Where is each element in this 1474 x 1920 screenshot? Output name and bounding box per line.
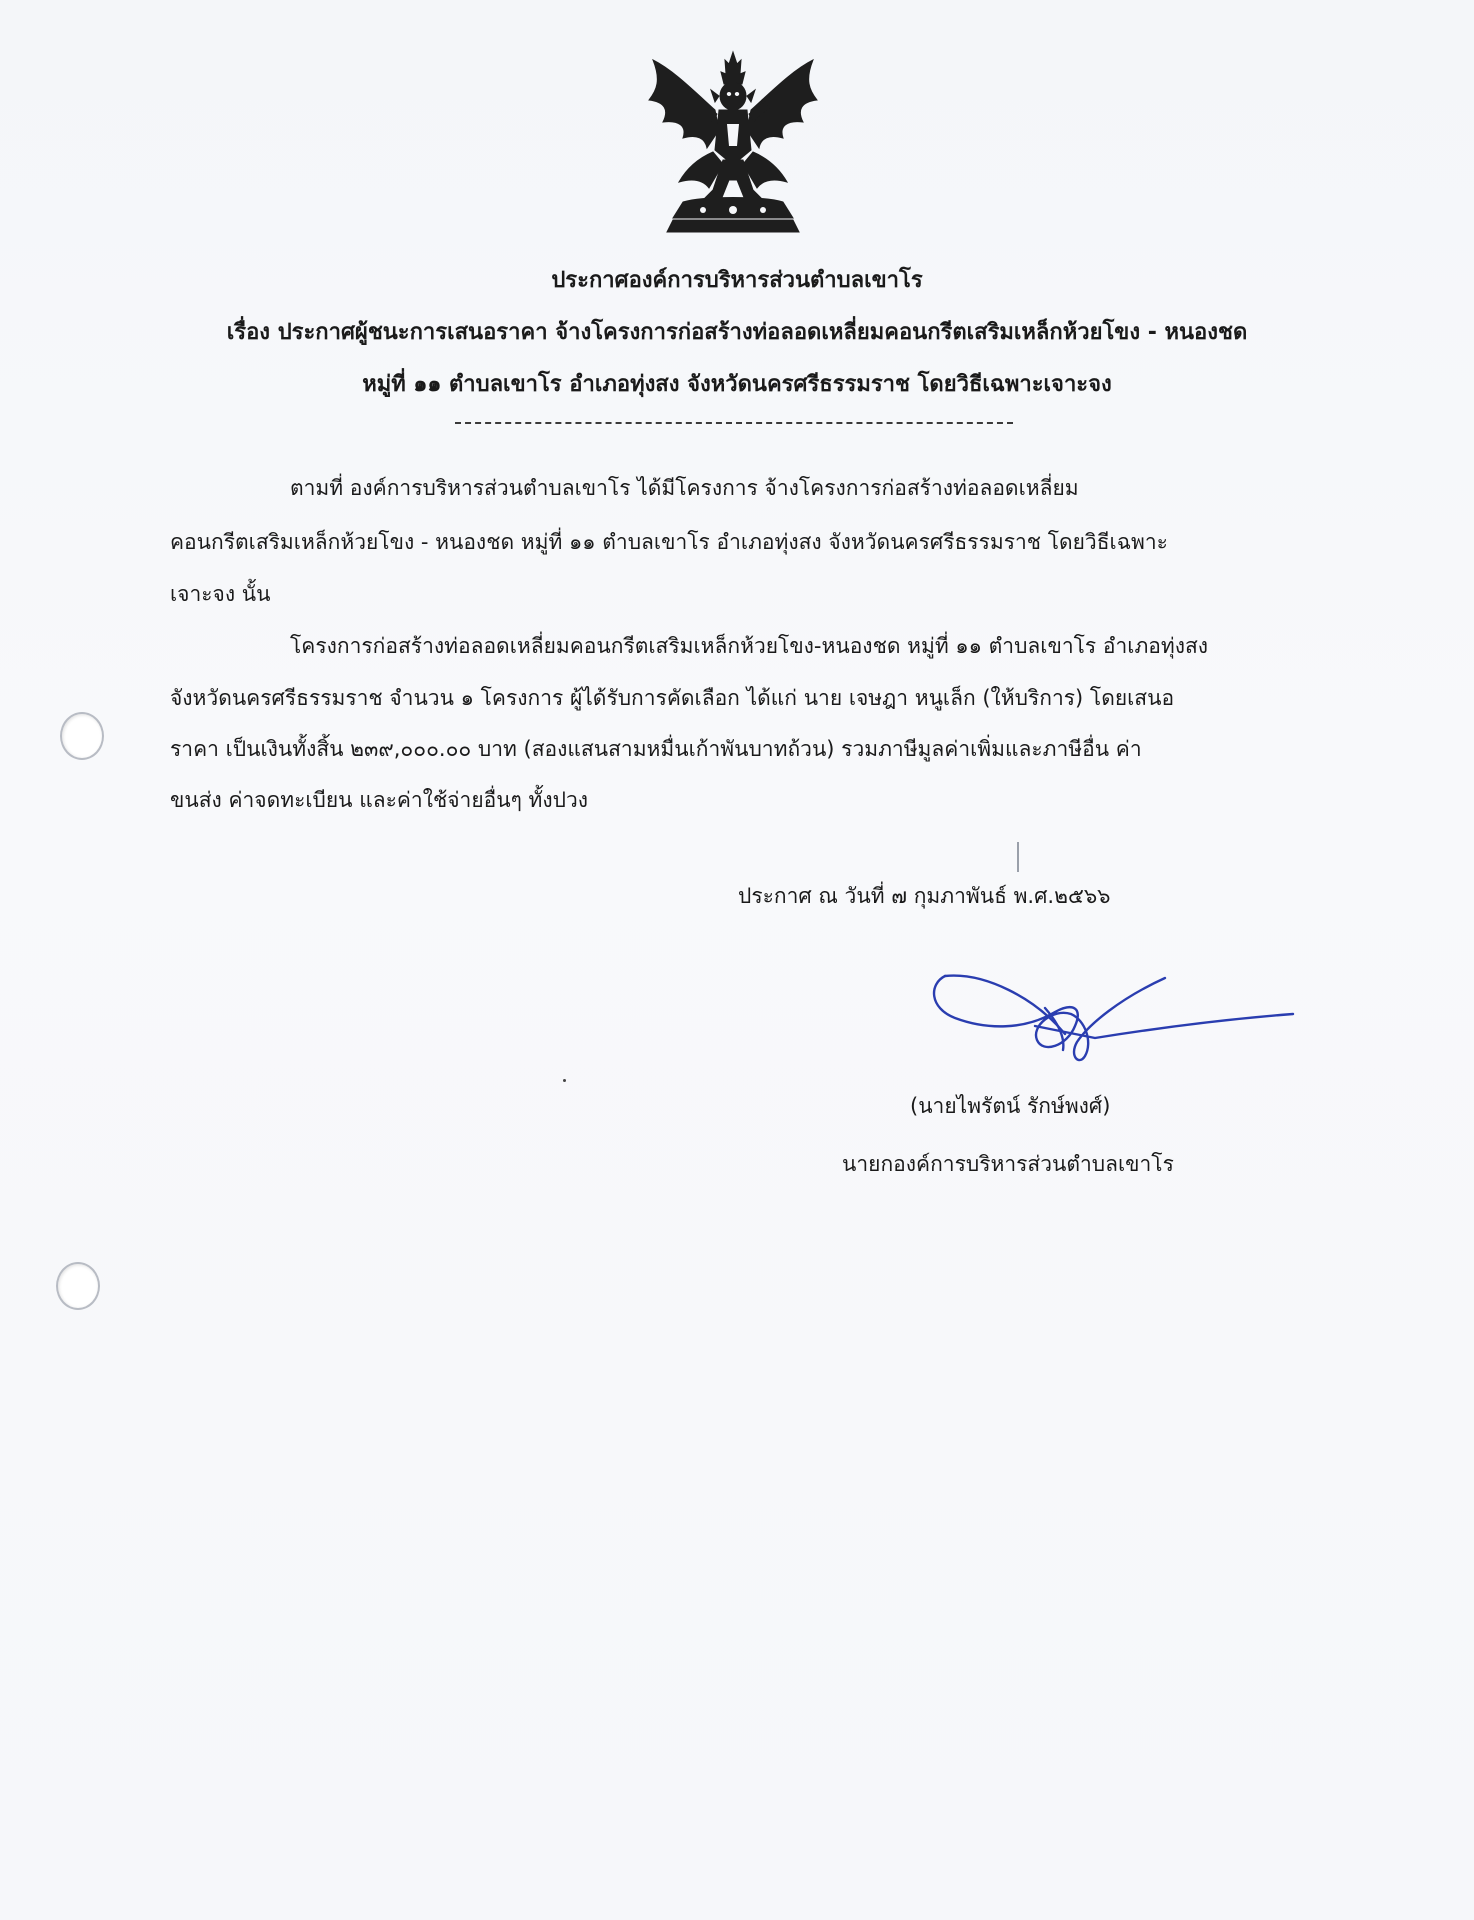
paragraph-1-line-1: ตามที่ องค์การบริหารส่วนตำบลเขาโร ได้มีโครงการ จ้างโครงการก่อสร้างท่อลอดเหลี่ยม — [290, 476, 1079, 500]
announcement-title: ประกาศองค์การบริหารส่วนตำบลเขาโร — [551, 268, 923, 293]
paragraph-2-line-4: ขนส่ง ค่าจดทะเบียน และค่าใช้จ่ายอื่นๆ ทั้งปวง — [170, 788, 589, 812]
paragraph-2-line-2: จังหวัดนครศรีธรรมราช จำนวน ๑ โครงการ ผู้ได้รับการคัดเลือก ได้แก่ นาย เจษฎา หนูเล็ก (ให้บริการ) โดยเสนอ — [170, 686, 1175, 710]
signer-name: (นายไพรัตน์ รักษ์พงศ์) — [910, 1094, 1111, 1118]
stray-dot — [563, 1079, 566, 1082]
subject-line-1: เรื่อง ประกาศผู้ชนะการเสนอราคา จ้างโครงการก่อสร้างท่อลอดเหลี่ยมคอนกรีตเสริมเหล็กห้วยโขง - หนองชด — [226, 320, 1248, 345]
garuda-emblem — [643, 50, 823, 235]
punch-hole-top — [60, 712, 104, 760]
handwritten-signature — [925, 968, 1295, 1080]
paragraph-1-line-3: เจาะจง นั้น — [170, 582, 271, 606]
paragraph-2-line-1: โครงการก่อสร้างท่อลอดเหลี่ยมคอนกรีตเสริมเหล็กห้วยโขง-หนองชด หมู่ที่ ๑๑ ตำบลเขาโร อำเภอทุ่งสง — [290, 634, 1209, 658]
announcement-date: ประกาศ ณ วันที่ ๗ กุมภาพันธ์ พ.ศ.๒๕๖๖ — [738, 884, 1111, 908]
stray-ink-mark — [1017, 842, 1019, 872]
signer-title: นายกองค์การบริหารส่วนตำบลเขาโร — [842, 1152, 1174, 1176]
punch-hole-bottom — [56, 1262, 100, 1310]
subject-line-2: หมู่ที่ ๑๑ ตำบลเขาโร อำเภอทุ่งสง จังหวัดนครศรีธรรมราช โดยวิธีเฉพาะเจาะจง — [362, 372, 1112, 397]
paragraph-1-line-2: คอนกรีตเสริมเหล็กห้วยโขง - หนองชด หมู่ที่ ๑๑ ตำบลเขาโร อำเภอทุ่งสง จังหวัดนครศรีธรรมราช โดยวิธีเฉพาะ — [170, 530, 1168, 554]
paragraph-2-line-3: ราคา เป็นเงินทั้งสิ้น ๒๓๙,๐๐๐.๐๐ บาท (สองแสนสามหมื่นเก้าพันบาทถ้วน) รวมภาษีมูลค่าเพิ่มและภาษีอื่น ค่า — [170, 737, 1142, 761]
dashed-divider — [455, 422, 1013, 424]
